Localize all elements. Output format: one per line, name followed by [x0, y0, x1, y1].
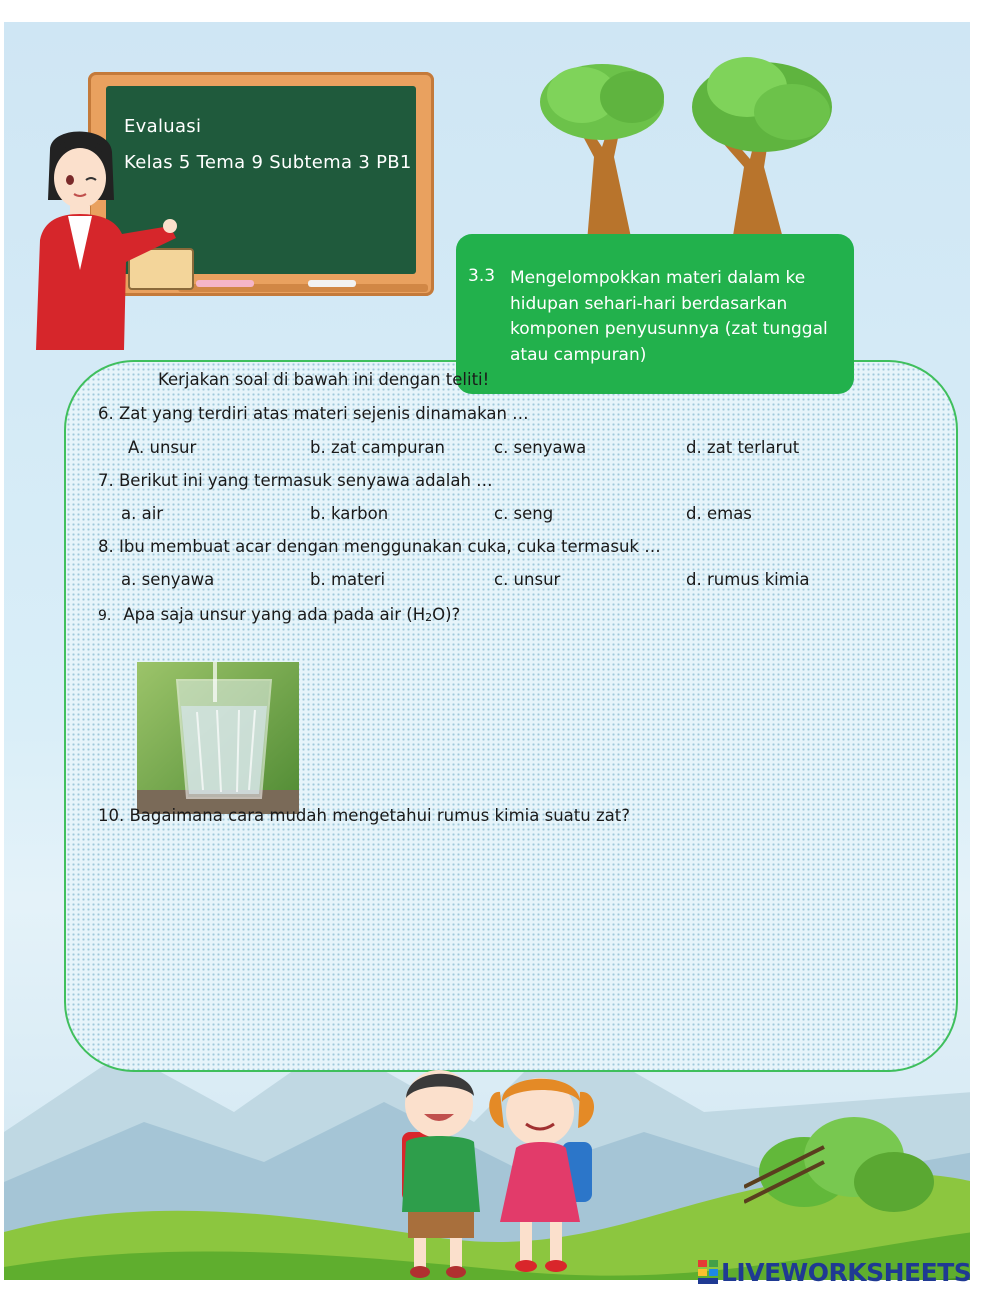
question-8-option-b[interactable]: b. materi — [310, 570, 386, 589]
white-chalk — [308, 280, 356, 287]
water-glass-image — [137, 662, 299, 814]
board-title: Evaluasi — [124, 116, 202, 137]
question-8-option-a[interactable]: a. senyawa — [121, 570, 215, 589]
question-9-number: 9. — [98, 608, 112, 624]
question-6-option-d[interactable]: d. zat terlarut — [686, 438, 800, 457]
question-9-text-before: Apa saja unsur yang ada pada air (H — [123, 605, 426, 624]
competency-text: Mengelompokkan materi dalam ke hidupan sehari-hari berdasarkan komponen penyusunnya (zat tunggal atau campuran) — [510, 268, 828, 365]
bush-decoration — [744, 1102, 944, 1222]
question-7-option-c[interactable]: c. seng — [494, 504, 554, 523]
competency-box — [456, 234, 854, 394]
question-7-option-d[interactable]: d. emas — [686, 504, 752, 523]
question-6-option-c[interactable]: c. senyawa — [494, 438, 587, 457]
pink-chalk — [196, 280, 254, 287]
liveworksheets-logo-text: LIVEWORKSHEETS — [721, 1258, 972, 1287]
question-8-option-d[interactable]: d. rumus kimia — [686, 570, 810, 589]
instruction-text: Kerjakan soal di bawah ini dengan teliti! — [158, 370, 490, 389]
question-10: 10. Bagaimana cara mudah mengetahui rumus kimia suatu zat? — [98, 806, 630, 825]
question-6: 6. Zat yang terdiri atas materi sejenis dinamakan … — [98, 404, 529, 423]
question-7-option-a[interactable]: a. air — [121, 504, 164, 523]
question-7-option-b[interactable]: b. karbon — [310, 504, 389, 523]
question-9 — [98, 605, 460, 624]
question-8-option-c[interactable]: c. unsur — [494, 570, 561, 589]
question-6-option-b[interactable]: b. zat campuran — [310, 438, 445, 457]
question-9-subscript: 2 — [425, 611, 433, 624]
competency-number: 3.3 — [468, 266, 496, 286]
liveworksheets-logo[interactable] — [698, 1258, 971, 1287]
teacher-illustration — [30, 130, 180, 350]
liveworksheets-logo-icon — [698, 1260, 718, 1284]
question-9-text-after: O)? — [432, 605, 461, 624]
question-6-option-a[interactable]: A. unsur — [128, 438, 197, 457]
worksheet-page — [4, 22, 970, 1280]
question-8: 8. Ibu membuat acar dengan menggunakan cuka, cuka termasuk … — [98, 537, 661, 556]
children-illustration — [394, 1062, 644, 1280]
board-subtitle: Kelas 5 Tema 9 Subtema 3 PB1 — [124, 152, 412, 173]
question-7: 7. Berikut ini yang termasuk senyawa adalah … — [98, 471, 493, 490]
tree-icon — [532, 47, 842, 247]
